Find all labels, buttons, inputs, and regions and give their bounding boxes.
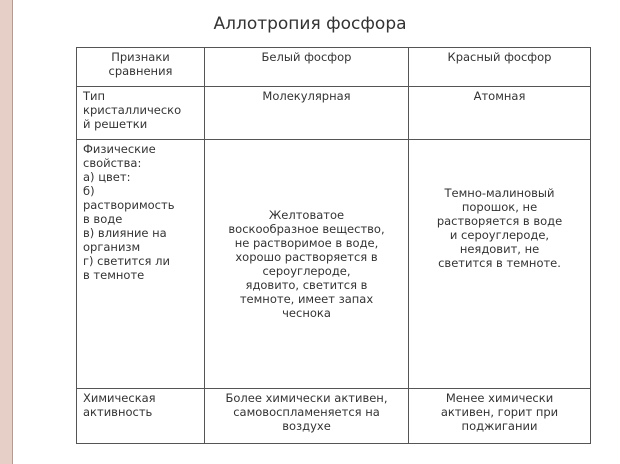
left-edge-strip [0, 0, 13, 464]
feature-cell: Физические свойства: а) цвет: б) растворимость в воде в) влияние на организм г) светится ли в темноте [77, 140, 205, 389]
header-white-phosphorus: Белый фосфор [205, 48, 409, 87]
feature-cell: Химическая активность [77, 389, 205, 444]
table-row [77, 389, 591, 444]
page-title: Аллотропия фосфора [213, 14, 407, 34]
header-red-phosphorus: Красный фосфор [409, 48, 591, 87]
red-cell: Атомная [409, 87, 591, 140]
table-header-row [77, 48, 591, 87]
comparison-table [76, 47, 591, 444]
white-cell: Более химически активен, самовоспламеняется на воздухе [205, 389, 409, 444]
feature-cell: Тип кристаллическо й решетки [77, 87, 205, 140]
table-row [77, 87, 591, 140]
red-cell: Темно-малиновый порошок, не растворяется в воде и сероуглероде, неядовит, не светится в темноте. [409, 140, 591, 389]
red-cell: Менее химически активен, горит при поджигании [409, 389, 591, 444]
white-cell: Желтоватое воскообразное вещество, не растворимое в воде, хорошо растворяется в сероуглероде, ядовито, светится в темноте, имеет запах чеснока [205, 140, 409, 389]
white-cell: Молекулярная [205, 87, 409, 140]
header-features: Признаки сравнения [77, 48, 205, 87]
table-row [77, 140, 591, 389]
